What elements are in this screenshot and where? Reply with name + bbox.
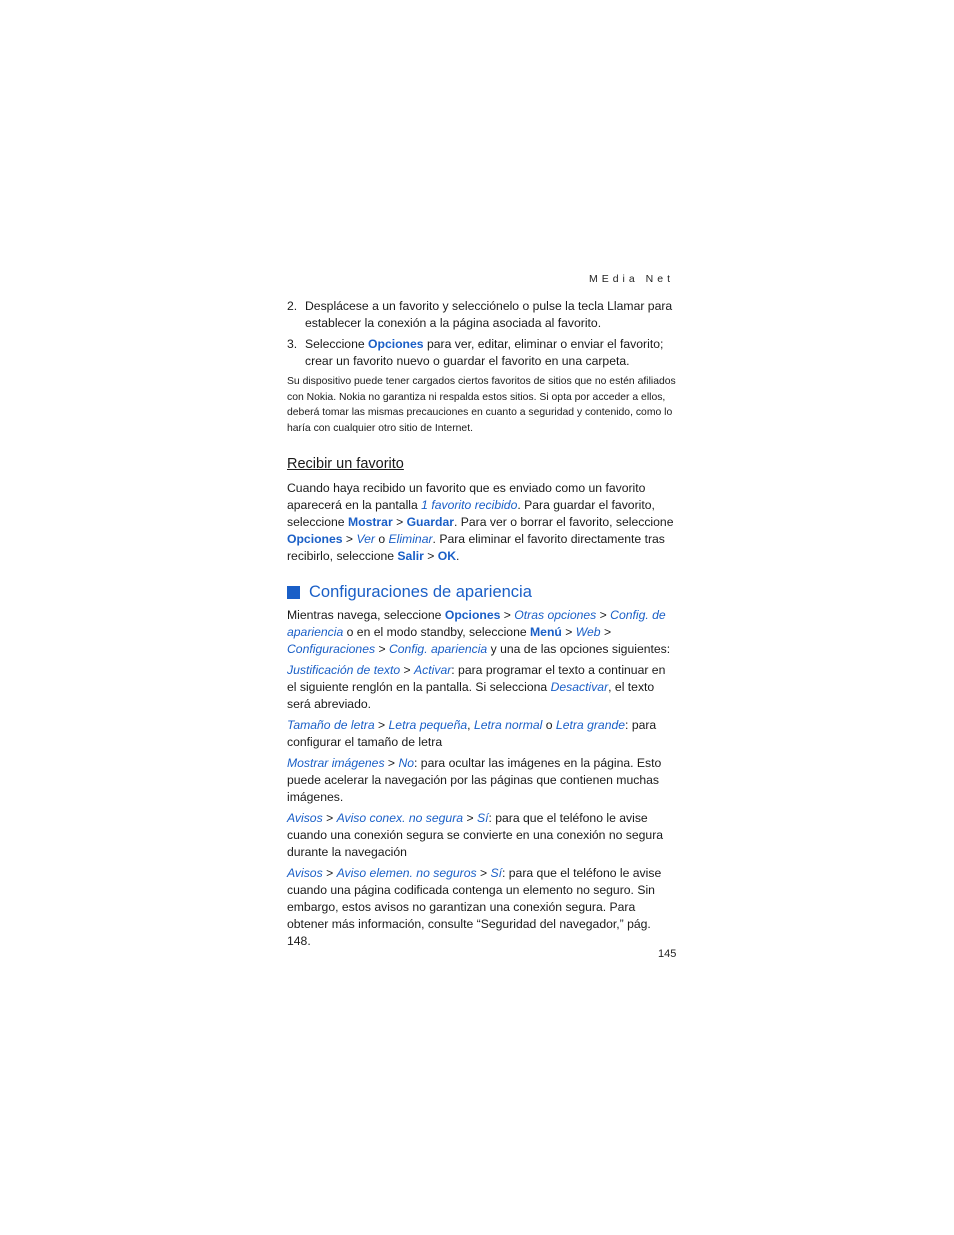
- section-square-icon: [287, 586, 300, 599]
- separator: >: [322, 811, 337, 826]
- receive-paragraph: [287, 480, 677, 565]
- menu-option: Letra normal: [473, 718, 543, 733]
- separator: >: [342, 532, 357, 547]
- text-run: Mientras navega, seleccione: [287, 608, 445, 623]
- note-paragraph: Su dispositivo puede tener cargados ciertos favoritos de sitios que no estén afiliados con Nokia. Nokia no garantiza ni respalda estos sitios. Si opta por acceder a ellos, deberá tomar las mismas precauciones en cuanto a seguridad y contenido, como lo haría con cualquier otro sitio de Internet.: [287, 376, 676, 434]
- text-run: ,: [467, 718, 474, 733]
- running-header: MEdia Net: [588, 273, 674, 285]
- menu-option: Ver: [356, 532, 375, 547]
- separator: >: [561, 625, 576, 640]
- step-text: [305, 298, 677, 332]
- menu-option: Letra pequeña: [388, 718, 468, 733]
- ui-label: Menú: [530, 625, 562, 640]
- ui-label: Guardar: [406, 515, 454, 530]
- menu-option: Web: [575, 625, 601, 640]
- separator: >: [596, 608, 611, 623]
- separator: >: [463, 811, 477, 826]
- text-run: : para configurar el tamaño de letra: [287, 718, 657, 750]
- ui-label: Mostrar: [347, 515, 393, 530]
- separator: >: [600, 625, 612, 640]
- menu-option: Aviso conex. no segura: [336, 811, 464, 826]
- section-title: Configuraciones de apariencia: [309, 583, 532, 602]
- step-text: [305, 336, 677, 370]
- option-aviso-elementos: [287, 865, 677, 950]
- page-number: 145: [658, 948, 677, 960]
- text-run: . Para ver o borrar el favorito, seleccione: [454, 515, 674, 530]
- text-run: : para que el teléfono le avise cuando una página codificada contenga un elemento no seguro. Sin embargo, estos avisos no garantizan una conexión segura. Para obtener más información, consulte “Seguridad del navegador,” pág. 148.: [287, 866, 662, 949]
- separator: >: [375, 642, 389, 657]
- menu-option: Eliminar: [388, 532, 433, 547]
- menu-option: Avisos: [287, 811, 323, 826]
- separator: >: [500, 608, 515, 623]
- menu-option: Desactivar: [550, 680, 609, 695]
- subheading-recibir-favorito: Recibir un favorito: [287, 456, 404, 473]
- text-run: Seleccione: [305, 337, 369, 351]
- menu-option: Activar: [414, 663, 452, 678]
- text-run: . Para eliminar el favorito directamente tras recibirlo, seleccione: [287, 532, 665, 564]
- menu-option: Justificación de texto: [287, 663, 401, 678]
- option-aviso-conexion: [287, 810, 677, 861]
- ui-label-opciones: Opciones: [368, 337, 424, 351]
- text-run: o en el modo standby, seleccione: [343, 625, 531, 640]
- separator: >: [476, 866, 491, 881]
- separator: >: [374, 718, 389, 733]
- separator: >: [392, 515, 407, 530]
- text-run: o: [542, 718, 556, 733]
- text-run: Cuando haya recibido un favorito que es enviado como un favorito aparecerá en la pantalla: [287, 481, 646, 513]
- ui-label: Salir: [397, 549, 424, 564]
- menu-option: Otras opciones: [514, 608, 597, 623]
- step-number: 2.: [287, 299, 298, 313]
- step-3: [287, 336, 677, 370]
- text-run: y una de las opciones siguientes:: [487, 642, 671, 657]
- option-justificacion: [287, 662, 677, 713]
- menu-option: Avisos: [287, 866, 323, 881]
- section-heading-apariencia: [287, 581, 677, 603]
- menu-option: Mostrar imágenes: [287, 756, 385, 771]
- text-run: .: [456, 549, 460, 564]
- text-run: Desplácese a un favorito y selecciónelo o pulse la tecla Llamar para establecer la conexión a la página asociada al favorito.: [305, 299, 673, 330]
- appearance-intro: [287, 607, 677, 658]
- separator: >: [423, 549, 438, 564]
- text-run: para ver, editar, eliminar o enviar el favorito; crear un favorito nuevo o guardar el favorito en una carpeta.: [305, 337, 664, 368]
- menu-option: Sí: [476, 811, 489, 826]
- menu-option: Configuraciones: [287, 642, 376, 657]
- menu-option: Sí: [490, 866, 502, 881]
- ui-label: Opciones: [444, 608, 501, 623]
- separator: >: [400, 663, 415, 678]
- text-run: : para ocultar las imágenes en la página. Esto puede acelerar la navegación por las páginas que contienen muchas imágenes.: [287, 756, 662, 805]
- text-run: . Para guardar el favorito, seleccione: [287, 498, 655, 530]
- ui-label: Opciones: [287, 532, 343, 547]
- option-tamano-letra: [287, 717, 677, 751]
- display-text: 1 favorito recibido: [421, 498, 518, 513]
- menu-option: No: [398, 756, 415, 771]
- option-mostrar-imagenes: [287, 755, 677, 806]
- text-run: : para que el teléfono le avise cuando una conexión segura se convierte en una conexión no segura durante la navegación: [287, 811, 664, 860]
- text-run: : para programar el texto a continuar en el siguiente renglón en la pantalla. Si selecciona: [287, 663, 666, 695]
- menu-option: Config. apariencia: [388, 642, 488, 657]
- menu-option: Aviso elemen. no seguros: [336, 866, 477, 881]
- menu-option: Config. de apariencia: [287, 608, 666, 640]
- page-content: [287, 298, 677, 954]
- text-run: o: [374, 532, 389, 547]
- text-run: , el texto será abreviado.: [287, 680, 655, 712]
- step-number: 3.: [287, 337, 298, 351]
- menu-option: Tamaño de letra: [287, 718, 375, 733]
- step-2: [287, 298, 677, 332]
- separator: >: [322, 866, 337, 881]
- ui-label: OK: [437, 549, 457, 564]
- menu-option: Letra grande: [555, 718, 626, 733]
- separator: >: [384, 756, 399, 771]
